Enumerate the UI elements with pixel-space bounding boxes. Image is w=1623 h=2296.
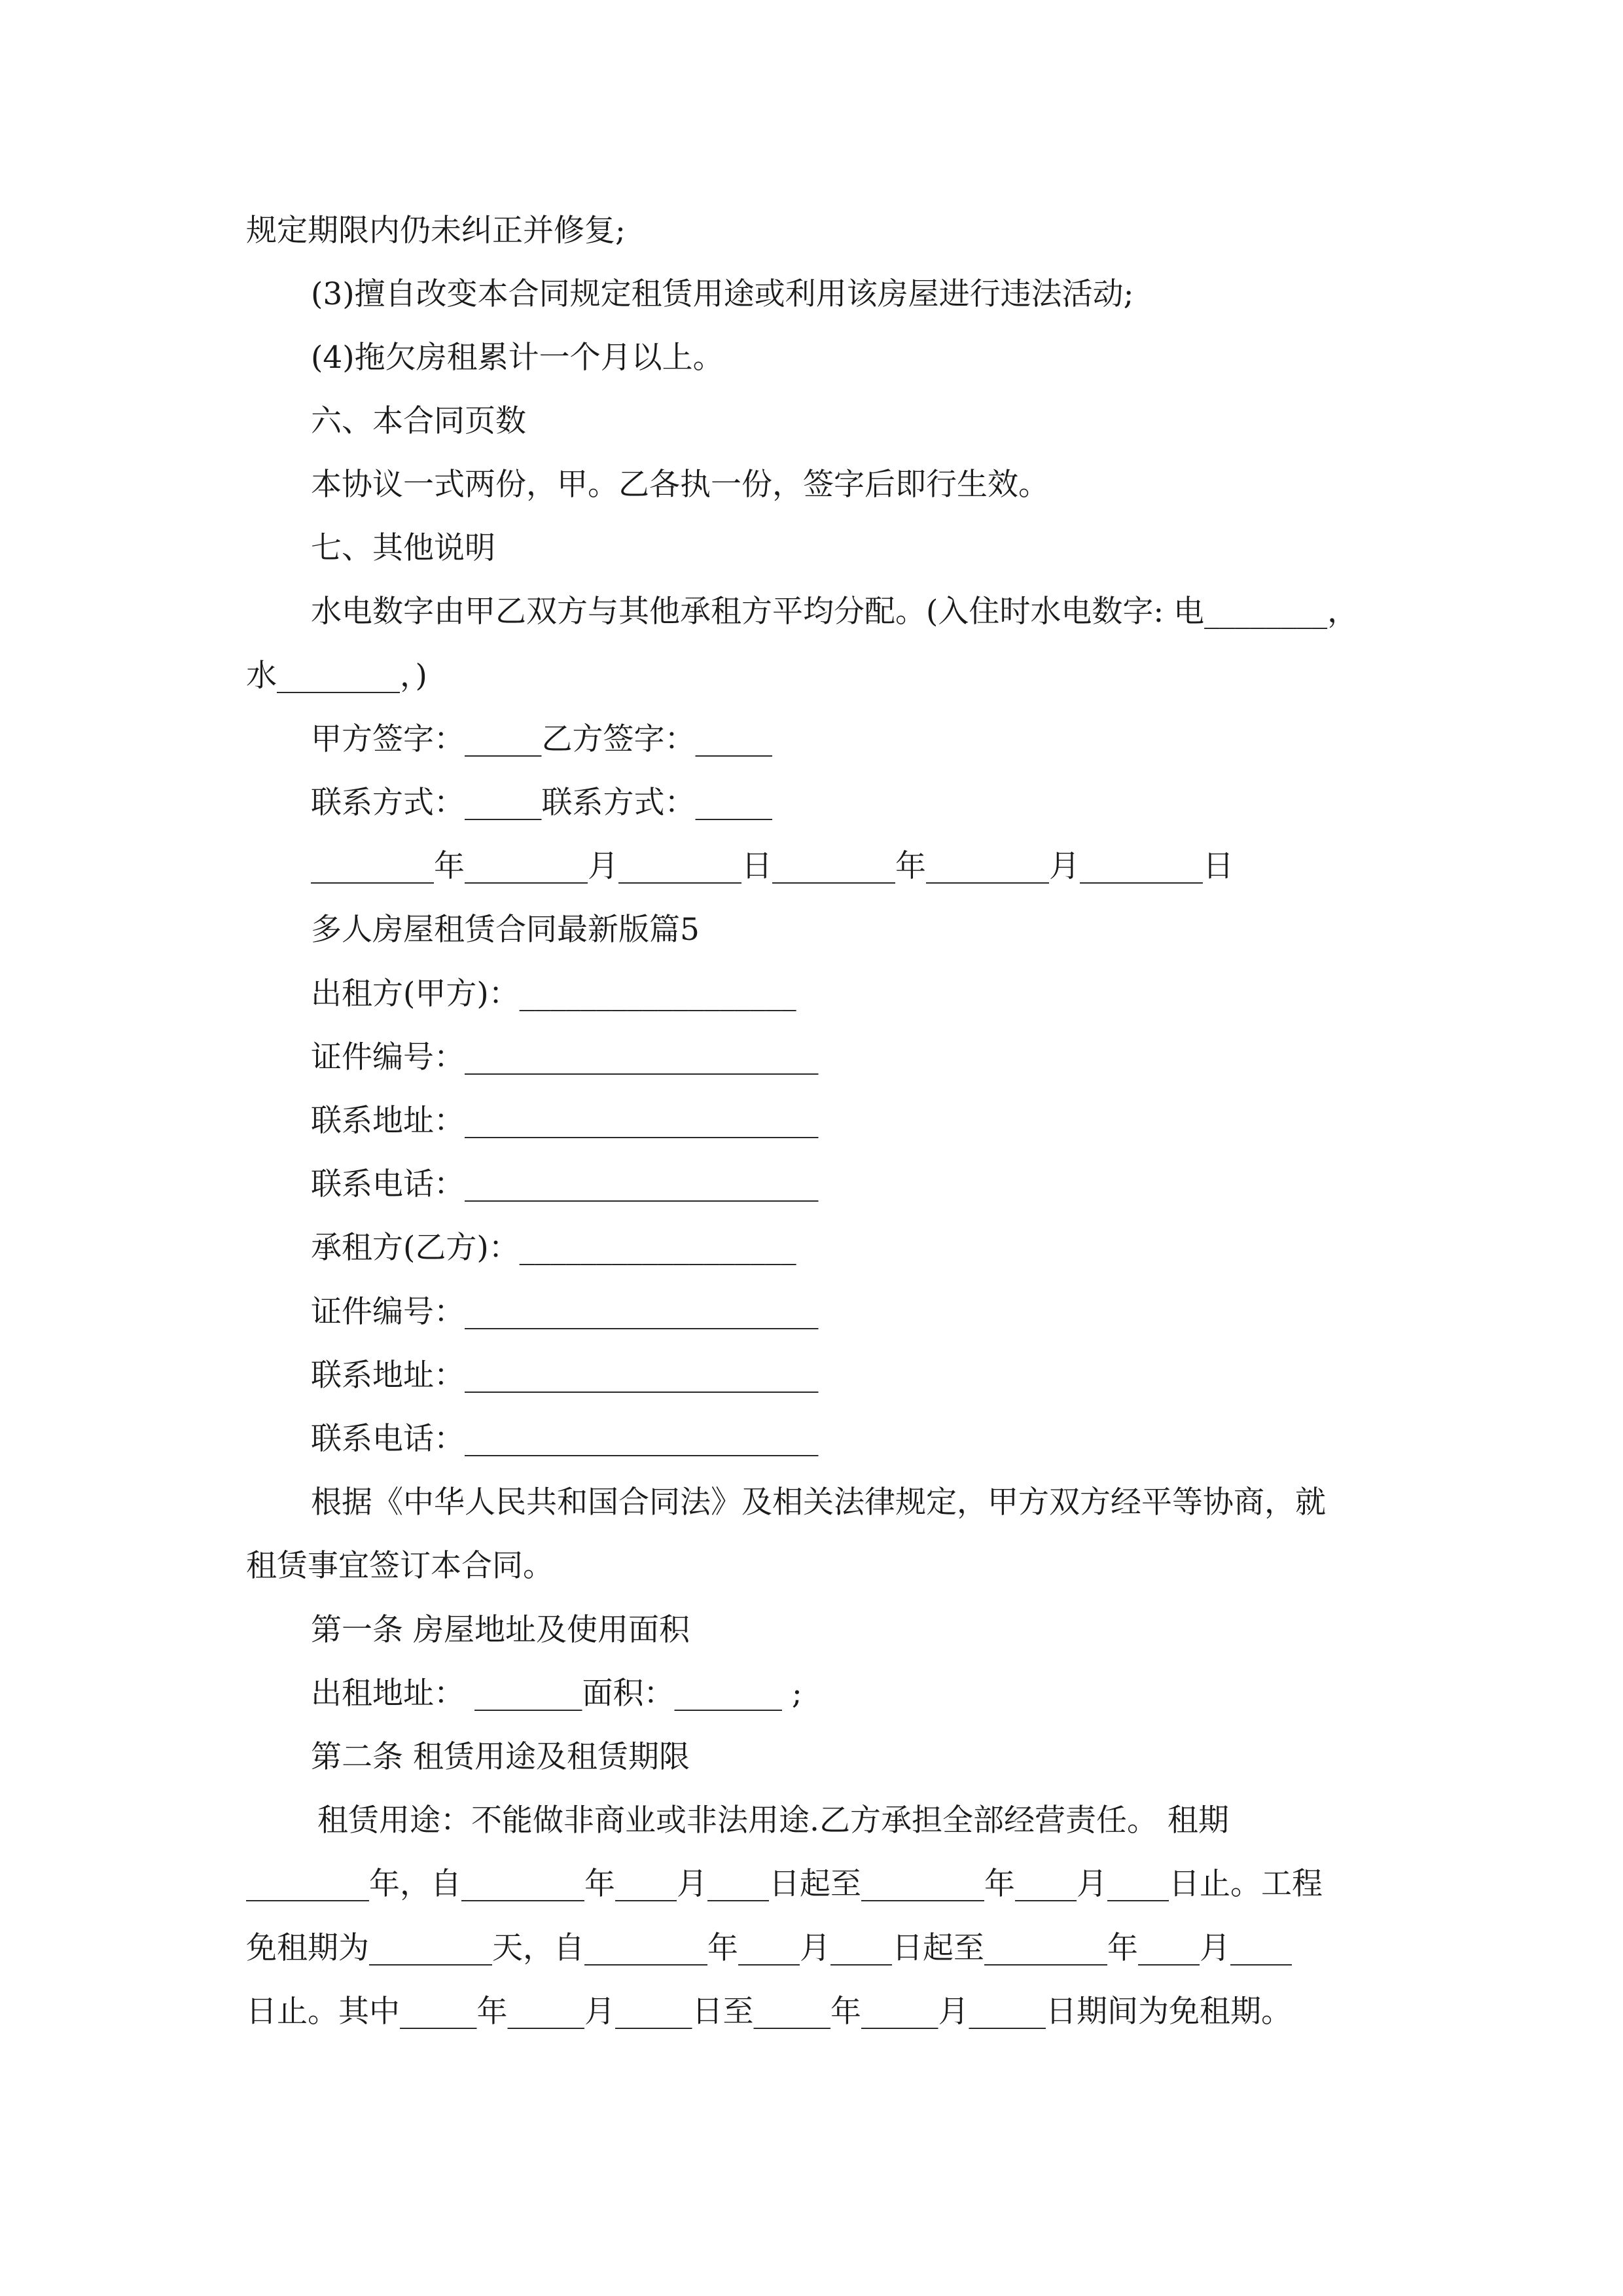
preamble-line: 根据《中华人民共和国合同法》及相关法律规定，甲方双方经平等协商，就 [311, 1484, 1326, 1520]
paragraph-line: 本协议一式两份，甲。乙各执一份，签字后即行生效。 [311, 467, 1049, 503]
lessor-field: 出租方(甲方)：__________________ [311, 976, 796, 1012]
utility-readings-line-2: 水________，) [246, 658, 427, 694]
utility-readings-line: 水电数字由甲乙双方与其他承租方平均分配。(入住时水电数字: 电________， [311, 594, 1359, 630]
address-area-line: 出租地址： _______面积：_______ ; [311, 1676, 802, 1712]
lessee-field: 承租方(乙方)：__________________ [311, 1230, 796, 1266]
lessor-id-field: 证件编号：_______________________ [311, 1039, 819, 1075]
lessee-phone-field: 联系电话：_______________________ [311, 1421, 819, 1457]
article-1-heading: 第一条 房屋地址及使用面积 [311, 1612, 690, 1648]
section-heading-6: 六、本合同页数 [311, 403, 526, 439]
contact-line: 联系方式：_____联系方式：_____ [311, 785, 772, 821]
lease-term-line: ________年，自________年____月____日起至________年____月____日止。工程 [246, 1866, 1323, 1902]
lease-use-line: 租赁用途：不能做非商业或非法用途.乙方承担全部经营责任。 租期 [317, 1803, 1229, 1839]
section-heading-7: 七、其他说明 [311, 530, 495, 566]
paragraph-line: 规定期限内仍未纠正并修复; [246, 213, 626, 249]
lessee-id-field: 证件编号：_______________________ [311, 1294, 819, 1330]
lessee-address-field: 联系地址：_______________________ [311, 1357, 819, 1393]
lessor-phone-field: 联系电话：_______________________ [311, 1166, 819, 1202]
lessor-address-field: 联系地址：_______________________ [311, 1103, 819, 1139]
clause-4: (4)拖欠房租累计一个月以上。 [311, 340, 724, 376]
rent-free-line: 免租期为________天，自________年____月____日起至________年____月____ [246, 1930, 1292, 1966]
rent-free-line-2: 日止。其中_____年_____月_____日至_____年_____月_____日期间为免租期。 [246, 1994, 1292, 2030]
preamble-line-2: 租赁事宜签订本合同。 [246, 1548, 554, 1584]
signature-line: 甲方签字：_____乙方签字：_____ [311, 721, 772, 757]
clause-3: (3)擅自改变本合同规定租赁用途或利用该房屋进行违法活动; [311, 276, 1134, 312]
article-2-heading: 第二条 租赁用途及租赁期限 [311, 1739, 690, 1775]
contract-title: 多人房屋租赁合同最新版篇5 [311, 912, 700, 948]
date-line: ________年________月________日________年________月________日 [311, 848, 1234, 884]
